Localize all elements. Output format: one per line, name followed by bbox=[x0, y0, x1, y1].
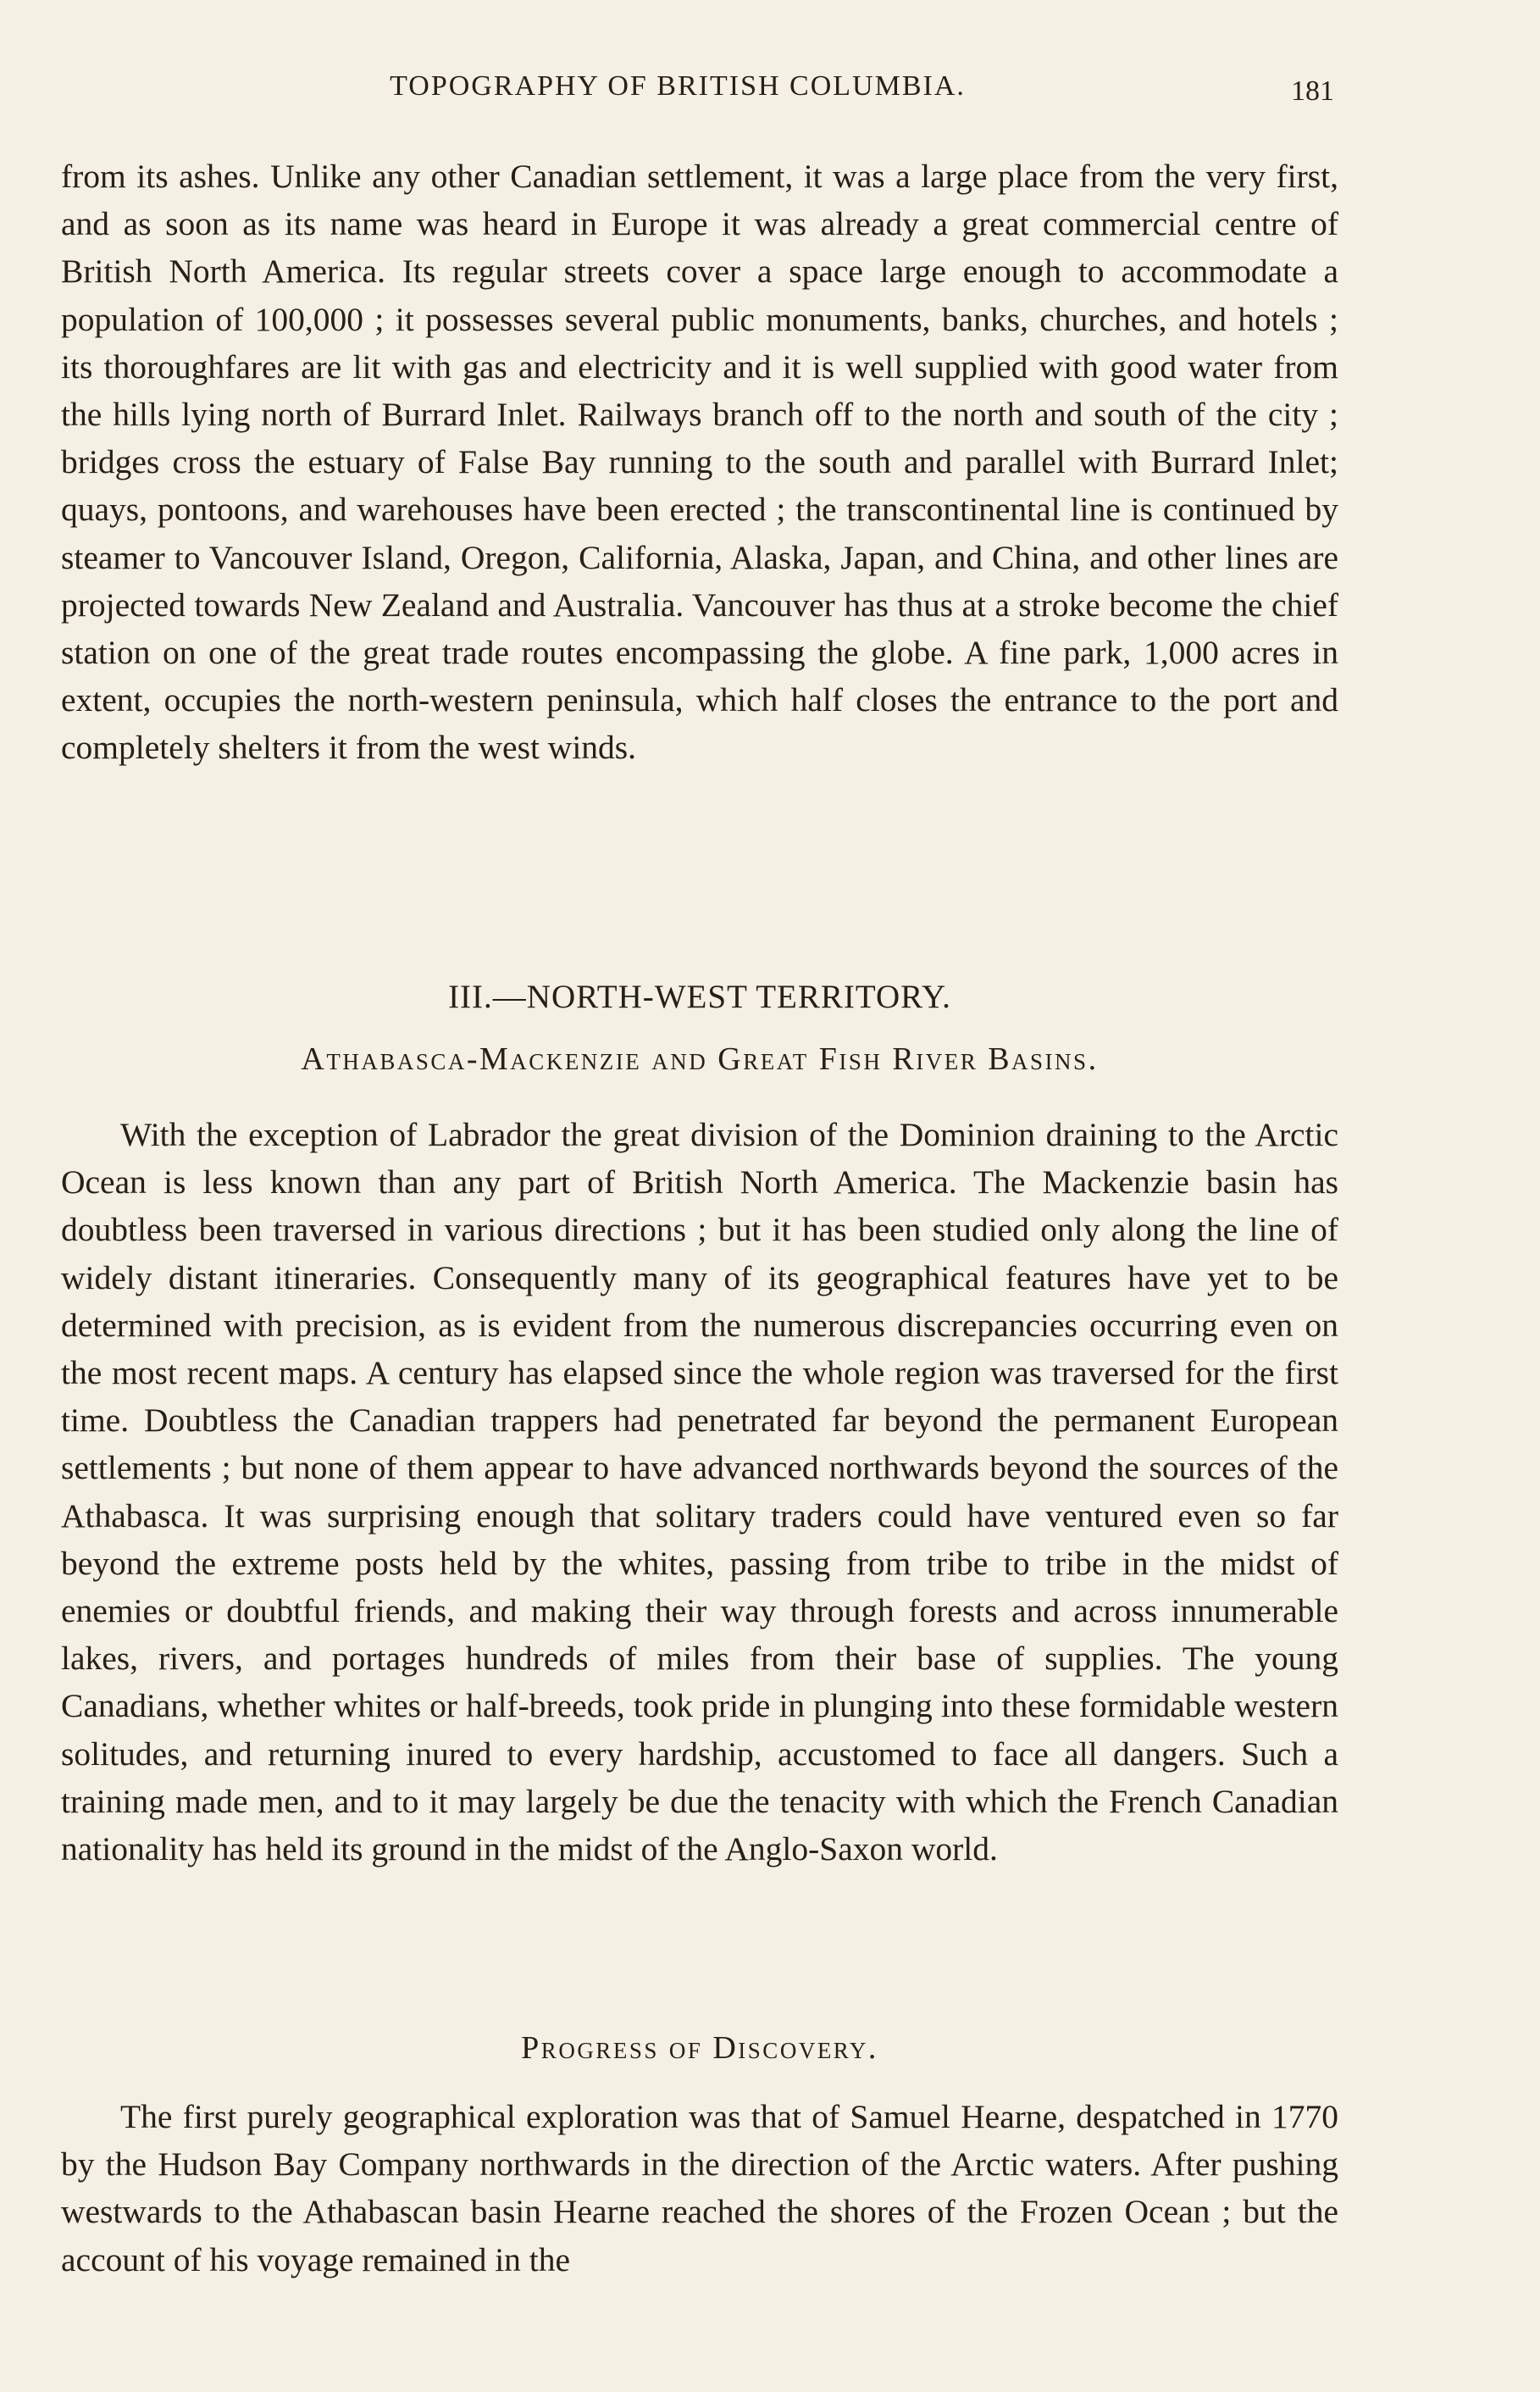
section-heading: III.—NORTH-WEST TERRITORY. bbox=[448, 979, 951, 1015]
paragraph-text: With the exception of Labrador the great division of the Dominion draining to the Arctic Ocean is less known than any part of British North America. The Mackenzie basin has doubtless been traversed in various directions ; but it has been studied only along the line of widely distant itineraries. Consequently many of its geographical features have yet to be determined with precision, as is evident from the numerous discrepancies occurring even on the most recent maps. A century has elapsed since the whole region was traversed for the first time. Doubtless the Canadian trappers had penetrated far beyond the permanent European settlements ; but none of them appear to have advanced northwards beyond the sources of the Athabasca. It was surprising enough that solitary traders could have ventured even so far beyond the extreme posts held by the whites, passing from tribe to tribe in the midst of enemies or doubtful friends, and making their way through forests and across innumerable lakes, rivers, and portages hundreds of miles from their base of supplies. The young Canadians, whether whites or half-breeds, took pride in plunging into these formidable western solitudes, and returning inured to every hardship, accustomed to face all dangers. Such a training made men, and to it may largely be due the tenacity with which the French Canadian nationality has held its ground in the midst of the Anglo-Saxon world. bbox=[61, 1116, 1338, 1868]
body-paragraph bbox=[61, 153, 1338, 772]
subsection-heading: Athabasca-Mackenzie and Great Fish River Basins. bbox=[301, 1041, 1099, 1077]
paragraph-text: The first purely geographical exploration was that of Samuel Hearne, despatched in 1770 by the Hudson Bay Company northwards in the direction of the Arctic waters. After pushing westwards to the Athabascan basin Hearne reached the shores of the Frozen Ocean ; but the account of his voyage remained in the bbox=[61, 2098, 1338, 2278]
page-number: 181 bbox=[1291, 75, 1334, 107]
paragraph-text: from its ashes. Unlike any other Canadian settlement, it was a large place from the very first, and as soon as its name was heard in Europe it was already a great commercial centre of British North America. Its regular streets cover a space large enough to accommodate a population of 100,000 ; it possesses several public monuments, banks, churches, and hotels ; its thoroughfares are lit with gas and electricity and it is well supplied with good water from the hills lying north of Burrard Inlet. Railways branch off to the north and south of the city ; bridges cross the estuary of False Bay running to the south and parallel with Burrard Inlet; quays, pontoons, and warehouses have been erected ; the transcontinental line is continued by steamer to Vancouver Island, Oregon, California, Alaska, Japan, and China, and other lines are projected towards New Zealand and Australia. Vancouver has thus at a stroke become the chief station on one of the great trade routes encompassing the globe. A fine park, 1,000 acres in extent, occupies the north-western peninsula, which half closes the entrance to the port and completely shelters it from the west winds. bbox=[61, 158, 1338, 767]
running-title: TOPOGRAPHY OF BRITISH COLUMBIA. bbox=[390, 70, 966, 102]
body-paragraph bbox=[61, 1111, 1338, 1873]
subsection-heading: Progress of Discovery. bbox=[521, 2030, 878, 2066]
body-paragraph bbox=[61, 2093, 1338, 2284]
